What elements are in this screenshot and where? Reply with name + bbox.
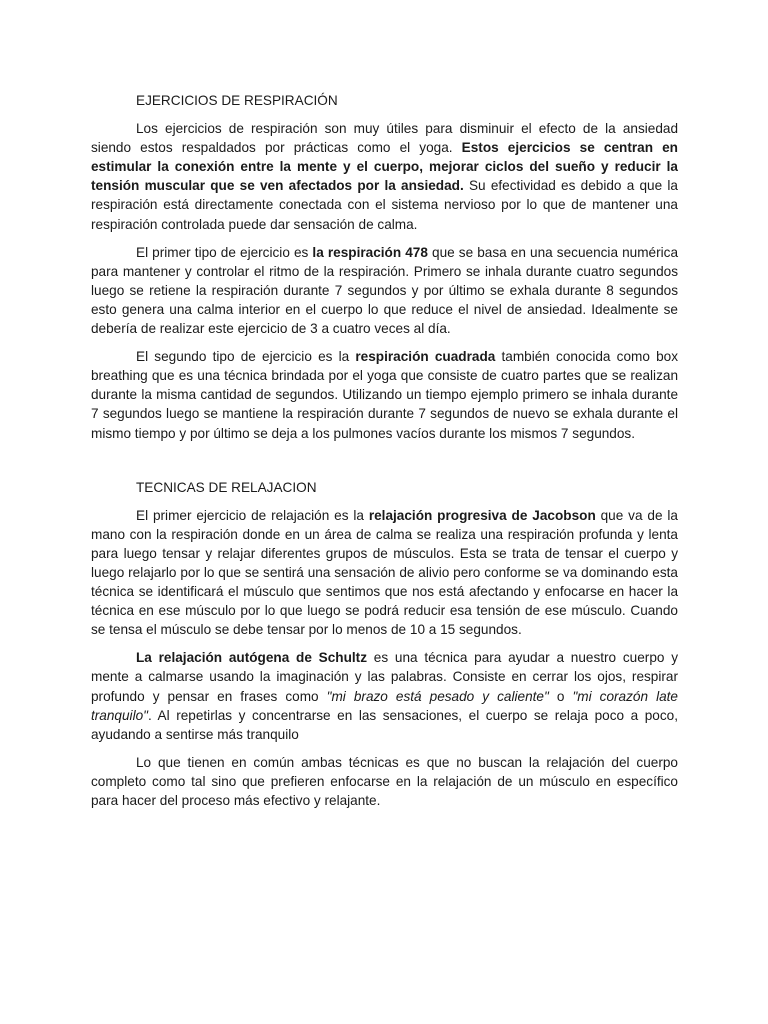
bold-text-run: la respiración 478 [312,244,428,260]
text-run: El primer ejercicio de relajación es la [136,507,369,523]
section-heading-relajacion: TECNICAS DE RELAJACION [136,479,317,495]
text-run: El segundo tipo de ejercicio es la [136,349,356,365]
italic-text-run: "mi corazón late tranquilo" [91,688,678,723]
bold-text-run: relajación progresiva de Jacobson [368,507,596,523]
section-spacer [91,452,678,478]
bold-text-run: La relajación autógena de Schultz [136,650,367,666]
paragraph-respiracion-intro [91,119,678,234]
bold-text-run: Estos ejercicios se centran en estimular la conexión entre la mente y el cuerpo, mejorar ciclos del sueño y reducir la tensión muscular que se ven afectados por la ansiedad. [91,140,678,194]
text-run: es una técnica para ayudar a nuestro cuerpo y mente a calmarse usando la imaginación y las palabras. Consiste en cerrar los ojos, respirar profundo y pensar en frases como [91,650,678,704]
section-heading-respiracion: EJERCICIOS DE RESPIRACIÓN [136,93,338,108]
paragraph-respiracion-478 [91,243,678,338]
bold-text-run: respiración cuadrada [355,349,496,365]
text-run: o [548,688,573,704]
text-run: Los ejercicios de respiración son muy útiles para disminuir el efecto de la ansiedad siendo estos respaldados por prácticas como el yoga. [91,121,678,156]
paragraph-relajacion-schultz [91,648,678,743]
paragraph-relajacion-jacobson [91,506,678,640]
text-run: que se basa en una secuencia numérica para mantener y controlar el ritmo de la respiración. Primero se inhala durante cuatro segundos luego se retiene la respiración durante 7 segundos y por último se exhala durante 8 segundos esto genera una calma interior en el cuerpo lo que reduce el nivel de ansiedad. Idealmente se debería de realizar este ejercicio de 3 a cuatro veces al día. [91,244,679,337]
italic-text-run: "mi brazo está pesado y caliente" [326,688,549,704]
text-run: . Al repetirlas y concentrarse en las sensaciones, el cuerpo se relaja poco a poco, ayudando a sentirse más tranquilo [91,707,678,742]
text-run: Su efectividad es debido a que la respiración está directamente conectada con el sistema nervioso por lo que de mantener una respiración controlada puede dar sensación de calma. [91,178,678,232]
text-run: también conocida como box breathing que es una técnica brindada por el yoga que consiste de cuatro partes que se realizan durante la misma cantidad de segundos. Utilizando un tiempo ejemplo primero se inhala durante 7 segundos luego se mantiene la respiración durante 7 segundos de nuevo se exhala durante el mismo tiempo y por último se deja a los pulmones vacíos durante los mismos 7 segundos. [91,349,678,441]
text-run: que va de la mano con la respiración donde en un área de calma se realiza una respiración profunda y lenta para luego tensar y relajar diferentes grupos de músculos. Esta se trata de tensar el cuerpo y luego relajarlo por lo que se sentirá una sensación de alivio pero conforme se va dominando esta técnica se identificará el músculo que sentimos que nos está afectando y enfocarse en hacer la técnica en ese músculo por lo que luego se podrá reducir esa tensión de ese músculo. Cuando se tensa el músculo se debe tensar por lo menos de 10 a 15 segundos. [91,507,678,638]
text-run: El primer tipo de ejercicio es [136,244,313,260]
paragraph-relajacion-comun [91,753,678,810]
text-run: Lo que tienen en común ambas técnicas es que no buscan la relajación del cuerpo completo como tal sino que prefieren enfocarse en la relajación de un músculo en específico para hacer del proceso más efectivo y relajante. [91,754,678,808]
paragraph-respiracion-cuadrada [91,347,678,442]
document-body [91,91,678,810]
